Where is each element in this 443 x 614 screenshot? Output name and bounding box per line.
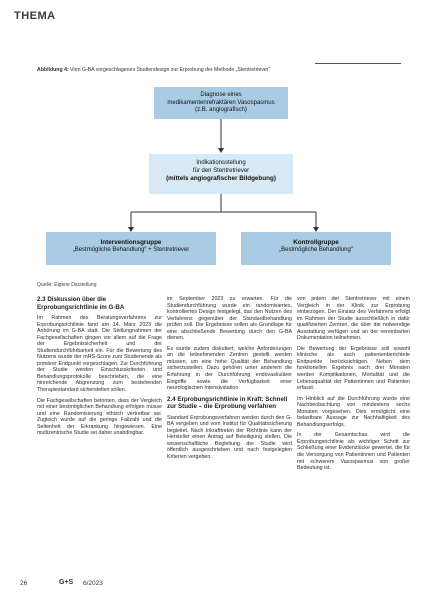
- paragraph: im September 2023 zu erwarten. Für die Studiendurchführung wurde ein randomisiertes, kontrolliertes Design festgelegt, das den Nutzen des Verfahrens gegenüber der Standardbehandlung prüfen soll. Die Ergebnisse sollen als Grundlage für eine abschließende Bewertung durch den G-BA dienen.: [167, 296, 292, 342]
- text-column-1: [37, 296, 162, 441]
- indication-line1: Indikationsstellung: [196, 160, 246, 166]
- intervention-group-title: Interventionsgruppe: [100, 239, 162, 246]
- diagnosis-box: [154, 87, 288, 119]
- control-group-title: Kontrollgruppe: [293, 239, 339, 246]
- page-number: 26: [20, 580, 28, 587]
- indication-line3: (mittels angiografischer Bildgebung): [166, 175, 276, 182]
- figure-caption-text: Vom G-BA vorgeschlagenes Studiendesign zur Erprobung der Methode „Stentretriever“: [70, 67, 271, 73]
- indication-line2: für den Stentretriever: [192, 167, 250, 174]
- diagnosis-line2: medikamentenrefraktären Vasospasmus: [167, 99, 275, 106]
- caption-rule: [315, 63, 401, 64]
- intervention-group-text: „Bestmögliche Behandlung“ + Stentretriever: [72, 246, 190, 253]
- control-group-text: „Bestmögliche Behandlung“: [279, 246, 353, 253]
- control-group-box: [241, 232, 391, 265]
- diagnosis-line3: (z.B. angiografisch): [195, 107, 247, 113]
- paragraph: In der Gesamtschau wird die Erprobungsrichtlinie als wichtiger Schritt zur Schließung einer Evidenzlücke gewertet, die für die Versorgung von Patientinnen und Patienten mit schwerem Vasospasmus von großer Bedeutung ist.: [297, 432, 410, 472]
- paragraph: Die Bewertung der Ergebnisse soll sowohl klinische als auch patientenberichtete Endpunkte berücksichtigen. Neben dem funktionellen Ergebnis nach drei Monaten werden Komplikationen, Mortalität und die Lebensqualität der Patientinnen und Patienten erfasst.: [297, 345, 410, 392]
- text-column-3: [297, 296, 410, 476]
- figure-caption-prefix: Abbildung 4:: [37, 67, 69, 73]
- section-label: THEMA: [14, 10, 56, 22]
- paragraph: von jedem der Stentretriever mit einem Vergleich in der Klinik zur Erprobung einbezogen. Der Einsatz des Verfahrens erfolgt im Rahmen der Studie ausschließlich in dafür qualifizierten Zentren, die über die notwendige Ausstattung verfügen und an der vereinbarten Dokumentation teilnehmen.: [297, 296, 410, 342]
- text-column-2: [167, 296, 292, 464]
- journal-brand: G+S: [59, 579, 74, 586]
- paragraph: Es wurde zudem diskutiert, welche Anforderungen an die teilnehmenden Zentren gestellt werden müssen, um eine hohe Qualität der Behandlung sicherzustellen. Dazu gehören unter anderem die Erfahrung in der Durchführung endovaskulärer Eingriffe sowie die Verfügbarkeit einer neurologischen Intensivstation.: [167, 345, 292, 392]
- section-heading-2-4: 2.4 Erprobungsrichtlinie in Kraft: Schnell zur Studie – die Erprobung verfahren: [167, 395, 288, 411]
- paragraph: Die Fachgesellschaften betonten, dass der Vergleich mit einer bestmöglichen Behandlung erfolgen müsse und eine Randomisierung ethisch vertretbar sei. Zugleich wurde auf die geringe Fallzahl und die Seltenheit der Erkrankung hingewiesen. Eine multizentrische Studie sei daher unabdingbar.: [37, 397, 162, 437]
- intervention-group-box: [46, 232, 216, 265]
- section-heading-2-3: 2.3 Diskussion über die Erprobungsrichtlinie im G-BA: [37, 296, 125, 311]
- figure-source: Quelle: Eigene Darstellung: [37, 282, 97, 288]
- journal-issue: 6/2023: [83, 580, 103, 587]
- paragraph: Im Rahmen des Beratungsverfahrens zur Erprobungsrichtlinie fand am 14. März 2023 die Anhörung im G-BA statt. Die Stellungnahmen der Fachgesellschaften gingen vor allem auf die Frage der Ergebnissicherheit und der Studiendurchführbarkeit ein. Für die Bewertung des Nutzens wurde der mRS-Score zum Studienende als primärer Endpunkt vorgeschlagen. Zur Durchführung der Studie werden Einschlusskriterien und Behandlungsprotokolle beschrieben, die eine hinreichende Abgrenzung zum bestehenden Therapiestandard sicherstellen sollen.: [37, 315, 162, 394]
- figure-caption: [37, 67, 407, 74]
- paragraph: Im Hinblick auf die Durchführung wurde eine Nachbeobachtung von mindestens sechs Monaten vorgesehen. Dies ermöglicht eine belastbare Aussage zur Nachhaltigkeit des Behandlungserfolgs.: [297, 395, 410, 428]
- diagnosis-line1: Diagnose eines: [200, 92, 242, 98]
- indication-box: [149, 154, 293, 194]
- paragraph: Standard Erprobungsverfahren werden durch den G-BA vergeben und vom Institut für Qualitätssicherung begleitet. Nach Inkrafttreten der Richtlinie kann der Hersteller einen Antrag auf Beteiligung stellen. Die wissenschaftliche Begleitung der Studie wird öffentlich ausgeschrieben und nach festgelegten Kriterien vergeben.: [167, 414, 292, 460]
